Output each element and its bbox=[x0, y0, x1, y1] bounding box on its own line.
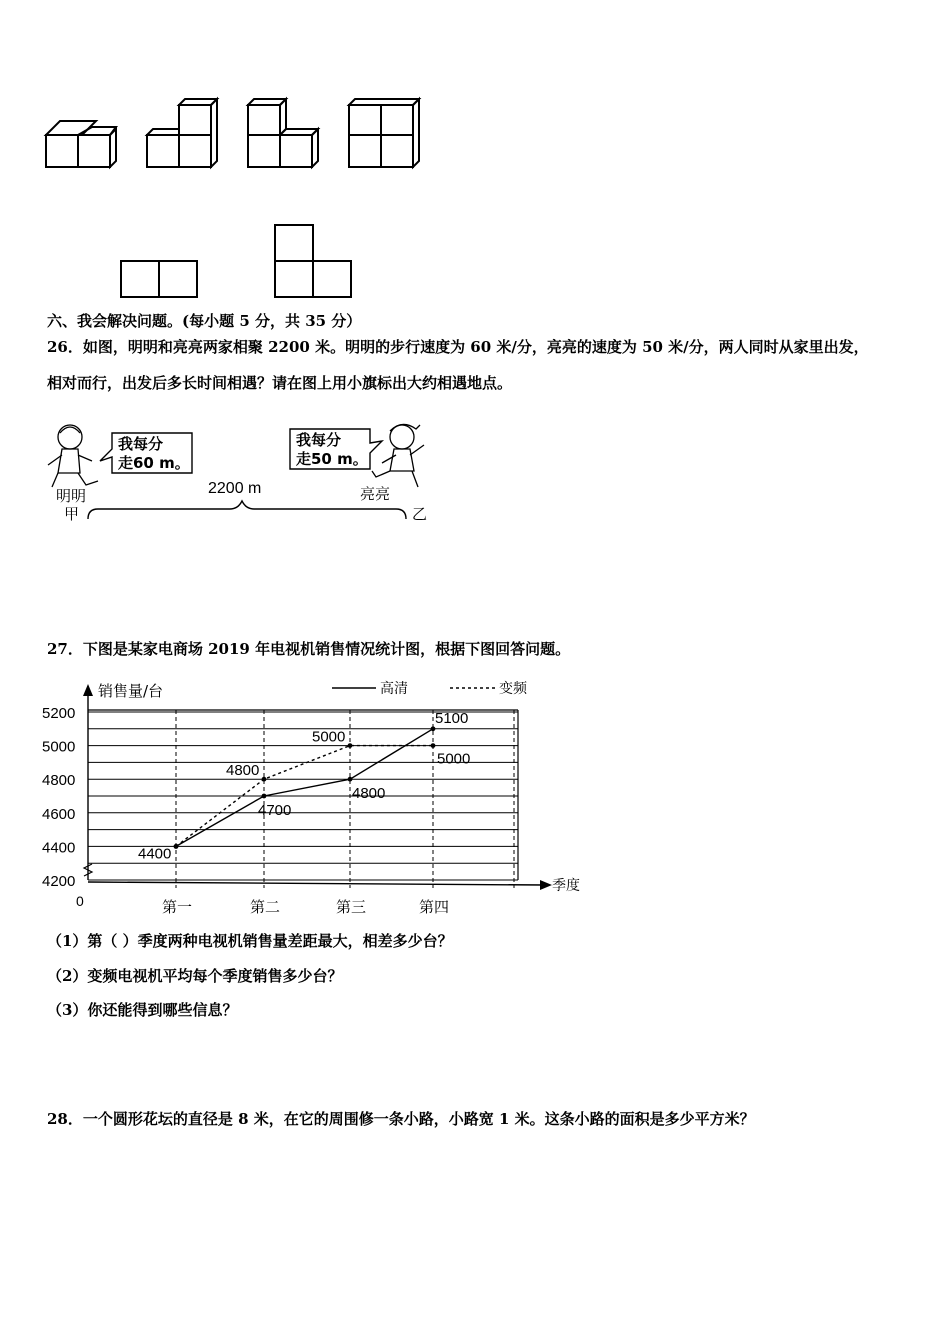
series-2-point bbox=[431, 743, 436, 748]
data-label: 5100 bbox=[435, 709, 469, 727]
distance-label: 2200 m bbox=[208, 480, 262, 497]
series-2-point bbox=[262, 777, 267, 782]
view-figures bbox=[115, 220, 360, 302]
x-axis-label: 季度 bbox=[552, 878, 580, 894]
question-27-sub-2: （2）变频电视机平均每个季度销售多少台？ bbox=[47, 967, 343, 985]
question-26-line-1: 26．如图，明明和亮亮两家相聚 2200 米。明明的步行速度为 60 米/分，亮亮的速度为 50 米/分，两人同时从家里出发， bbox=[47, 338, 869, 356]
question-27-sub-3: （3）你还能得到哪些信息？ bbox=[47, 1001, 238, 1019]
y-axis-arrow bbox=[83, 684, 93, 696]
x-tick-label: 第一 bbox=[162, 898, 193, 916]
series-1-point bbox=[262, 794, 267, 799]
y-tick-label: 5200 bbox=[42, 705, 76, 722]
chart-series bbox=[174, 726, 436, 848]
legend-series-2: 变频 bbox=[499, 681, 527, 697]
right-bubble-line-1: 我每分 bbox=[296, 431, 342, 449]
question-28: 28．一个圆形花坛的直径是 8 米，在它的周围修一条小路，小路宽 1 米。这条小路的面积是多少平方米？ bbox=[47, 1110, 755, 1128]
point-yi: 乙 bbox=[412, 505, 428, 523]
distance-brace bbox=[88, 501, 406, 519]
data-label: 4800 bbox=[352, 785, 386, 803]
data-label: 4800 bbox=[226, 762, 260, 780]
x-tick-label: 第三 bbox=[336, 898, 367, 916]
series-1-point bbox=[431, 726, 436, 731]
view-figure-1 bbox=[121, 261, 197, 297]
question-27-intro: 27．下图是某家电商场 2019 年电视机销售情况统计图，根据下图回答问题。 bbox=[47, 640, 571, 658]
cube-figures bbox=[40, 95, 440, 175]
axis-break bbox=[84, 864, 92, 876]
series-2-point bbox=[174, 844, 179, 849]
data-label: 5000 bbox=[312, 728, 346, 746]
x-tick-label: 第四 bbox=[419, 898, 450, 916]
left-bubble-line-2: 走60 m。 bbox=[118, 454, 190, 472]
right-name: 亮亮 bbox=[360, 485, 391, 503]
left-bubble-line-1: 我每分 bbox=[118, 435, 164, 453]
chart-legend bbox=[332, 680, 528, 697]
legend-series-1: 高清 bbox=[380, 681, 408, 697]
series-1-point bbox=[348, 777, 353, 782]
question-27-sub-1: （1）第（ ）季度两种电视机销售量差距最大，相差多少台？ bbox=[47, 932, 453, 950]
origin-label: 0 bbox=[76, 893, 84, 909]
data-label: 4400 bbox=[138, 845, 172, 863]
point-jia: 甲 bbox=[64, 505, 80, 523]
left-name: 明明 bbox=[56, 487, 87, 505]
liangliang-figure bbox=[372, 424, 424, 487]
cube-figure-2 bbox=[147, 99, 217, 167]
y-tick-label: 5000 bbox=[42, 738, 76, 756]
x-tick-label: 第二 bbox=[250, 898, 281, 916]
x-axis-arrow bbox=[540, 880, 552, 890]
question-26-line-2: 相对而行，出发后多长时间相遇？请在图上用小旗标出大约相遇地点。 bbox=[47, 374, 513, 392]
cube-figure-3 bbox=[248, 99, 318, 167]
q26-figure bbox=[40, 415, 450, 525]
right-speech-bubble bbox=[290, 429, 382, 469]
chart-axes bbox=[76, 680, 580, 909]
cube-figure-4 bbox=[349, 99, 419, 167]
x-tick-labels bbox=[162, 898, 449, 916]
cube-figure-1 bbox=[46, 121, 116, 167]
view-figure-2 bbox=[275, 225, 351, 297]
y-tick-label: 4200 bbox=[42, 873, 76, 890]
y-tick-label: 4400 bbox=[42, 839, 76, 857]
mingming-figure bbox=[48, 425, 98, 487]
tv-sales-chart bbox=[40, 672, 600, 922]
y-tick-label: 4800 bbox=[42, 772, 76, 790]
left-speech-bubble bbox=[100, 433, 192, 473]
y-axis-label: 销售量/台 bbox=[98, 682, 164, 700]
series-line-1 bbox=[176, 729, 433, 847]
section-heading: 六、我会解决问题。(每小题 5 分，共 35 分） bbox=[47, 312, 362, 330]
right-bubble-line-2: 走50 m。 bbox=[296, 450, 368, 468]
y-tick-labels bbox=[42, 705, 75, 890]
x-axis bbox=[88, 882, 545, 885]
series-2-point bbox=[348, 743, 353, 748]
y-tick-label: 4600 bbox=[42, 805, 76, 823]
data-label: 4700 bbox=[258, 802, 292, 819]
data-label: 5000 bbox=[437, 750, 471, 768]
